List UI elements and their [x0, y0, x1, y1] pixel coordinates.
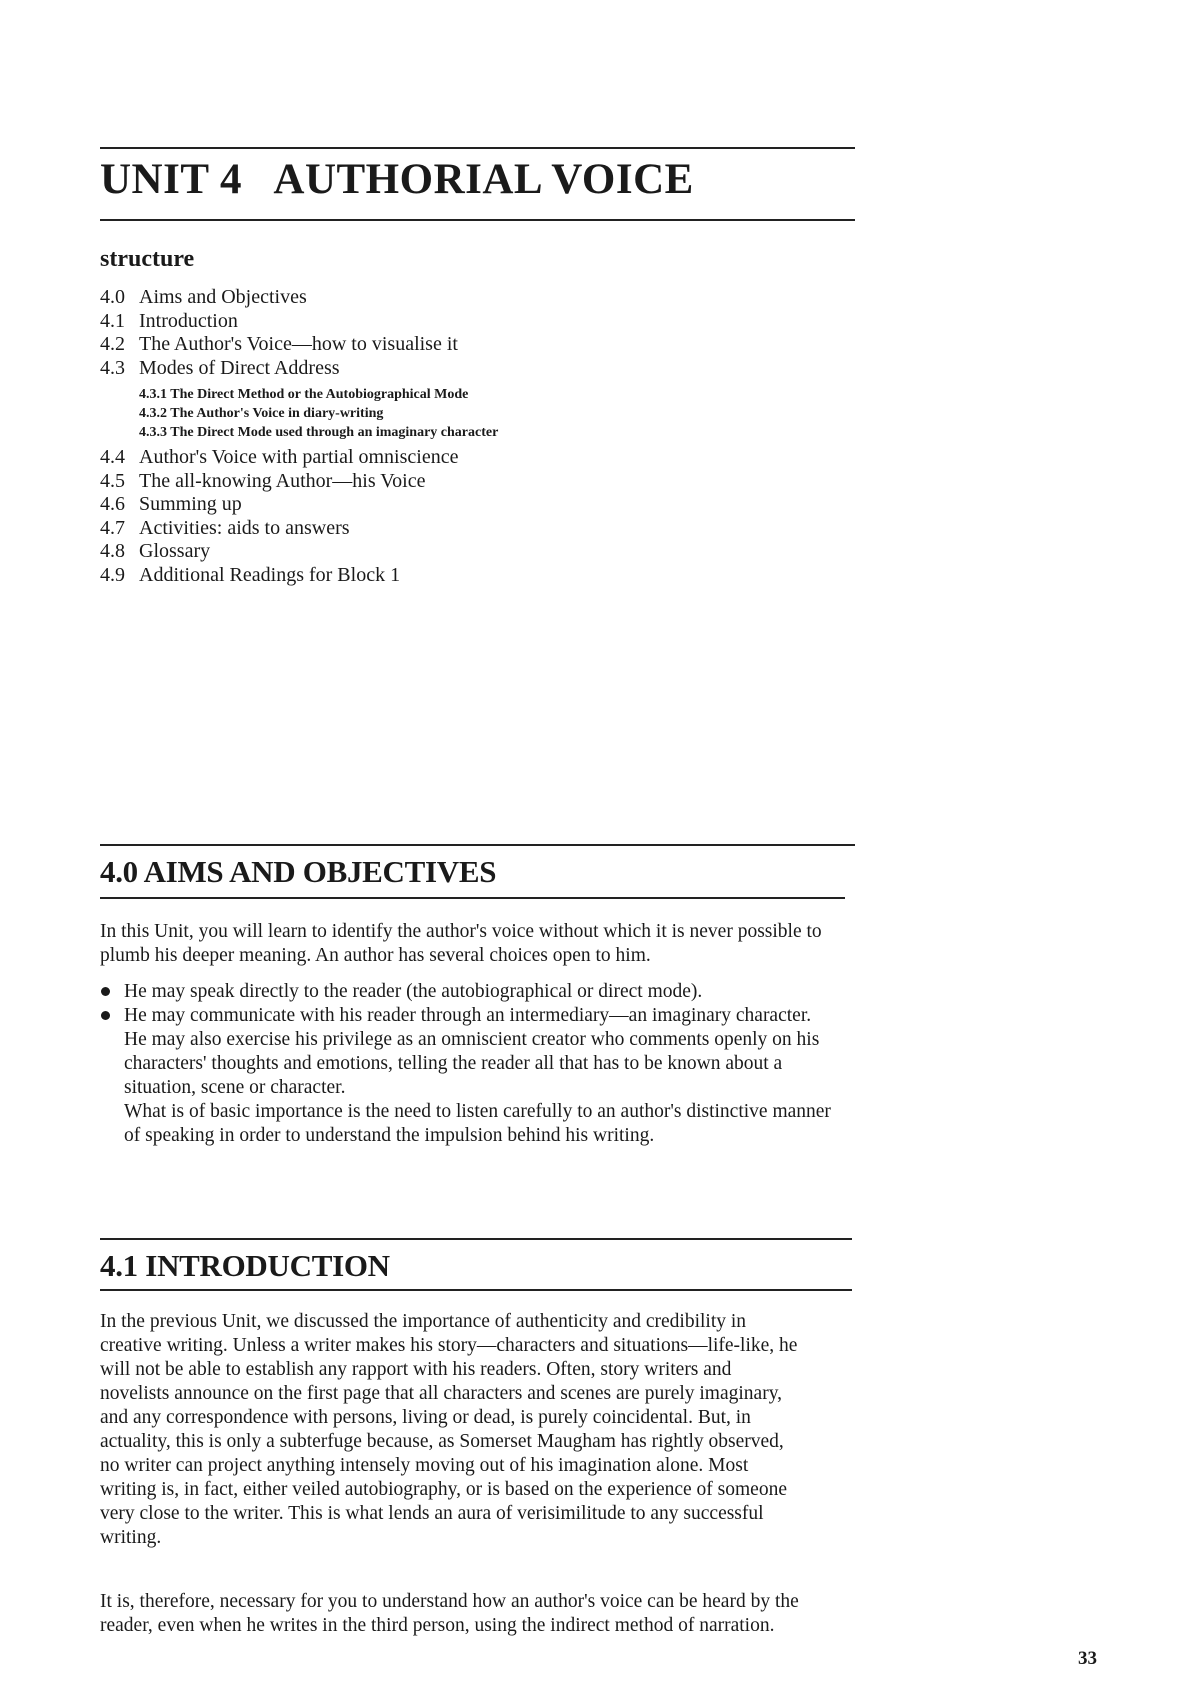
page-number: 33 — [1078, 1648, 1097, 1669]
structure-list — [100, 286, 820, 587]
toc-item: 4.7 Activities: aids to answers — [100, 516, 350, 539]
introduction-paragraph: In the previous Unit, we discussed the importance of authenticity and credibility in creative writing. Unless a writer makes his story—characters and situations—life-like, he will not be able to establish any rapport with his readers. Often, story writers and novelists announce on the first page that all characters and scenes are purely imaginary, and any correspondence with persons, living or dead, is purely coincidental. But, in actuality, this is only a subterfuge because, as Somerset Maugham has rightly observed, no writer can project anything intensely moving out of his imagination alone. Most writing is, in fact, either veiled autobiography, or is based on the experience of someone very close to the writer. This is what lends an aura of verisimilitude to any successful writing. — [100, 1311, 798, 1548]
top-rule — [100, 147, 855, 149]
bullet-icon — [101, 1011, 110, 1020]
toc-item: 4.8 Glossary — [100, 540, 211, 562]
unit-title — [100, 155, 694, 204]
toc-item: 4.1 Introduction — [100, 309, 238, 332]
toc-item: 4.9 Additional Readings for Block 1 — [100, 563, 401, 586]
toc-subitem: 4.3.3 The Direct Mode used through an imaginary character — [139, 425, 499, 440]
toc-item: 4.3 Modes of Direct Address — [100, 356, 340, 379]
unit-name: AUTHORIAL VOICE — [273, 156, 694, 203]
toc-item: 4.5 The all-knowing Author—his Voice — [100, 469, 426, 492]
aims-continuation: He may also exercise his privilege as an omniscient creator who comments openly on his characters' thoughts and emotions, telling the reader all that has to be known about a situation, scene or character. — [124, 1029, 820, 1098]
aims-underline — [100, 897, 845, 899]
aims-heading: 4.0 AIMS AND OBJECTIVES — [100, 854, 497, 889]
toc-item: 4.2 The Author's Voice—how to visualise it — [100, 333, 458, 355]
introduction-heading: 4.1 INTRODUCTION — [100, 1248, 390, 1283]
intro-underline — [100, 1289, 852, 1291]
toc-item: 4.0 Aims and Objectives — [100, 286, 307, 308]
unit-number: UNIT 4 — [100, 156, 242, 203]
toc-subitem: 4.3.1 The Direct Method or the Autobiographical Mode — [139, 387, 469, 402]
structure-heading: structure — [100, 246, 195, 272]
introduction-paragraph: It is, therefore, necessary for you to understand how an author's voice can be heard by the reader, even when he writes in the third person, using the indirect method of narration. — [100, 1591, 799, 1636]
toc-subitem: 4.3.2 The Author's Voice in diary-writing — [139, 406, 384, 421]
toc-item: 4.6 Summing up — [100, 493, 242, 515]
aims-top-rule — [100, 844, 855, 846]
title-underline — [100, 219, 855, 221]
list-item: He may speak directly to the reader (the autobiographical or direct mode). — [100, 980, 860, 1004]
list-item: He may communicate with his reader through an intermediary—an imaginary character. — [100, 1004, 860, 1028]
intro-top-rule — [100, 1238, 852, 1240]
aims-intro: In this Unit, you will learn to identify the author's voice without which it is never possible to plumb his deeper meaning. An author has several choices open to him. — [100, 921, 822, 966]
toc-item: 4.4 Author's Voice with partial omniscience — [100, 446, 459, 468]
bullet-icon — [101, 987, 110, 996]
aims-bullet-list — [100, 980, 860, 1148]
aims-continuation: What is of basic importance is the need to listen carefully to an author's distinctive manner of speaking in order to understand the impulsion behind his writing. — [124, 1101, 831, 1146]
